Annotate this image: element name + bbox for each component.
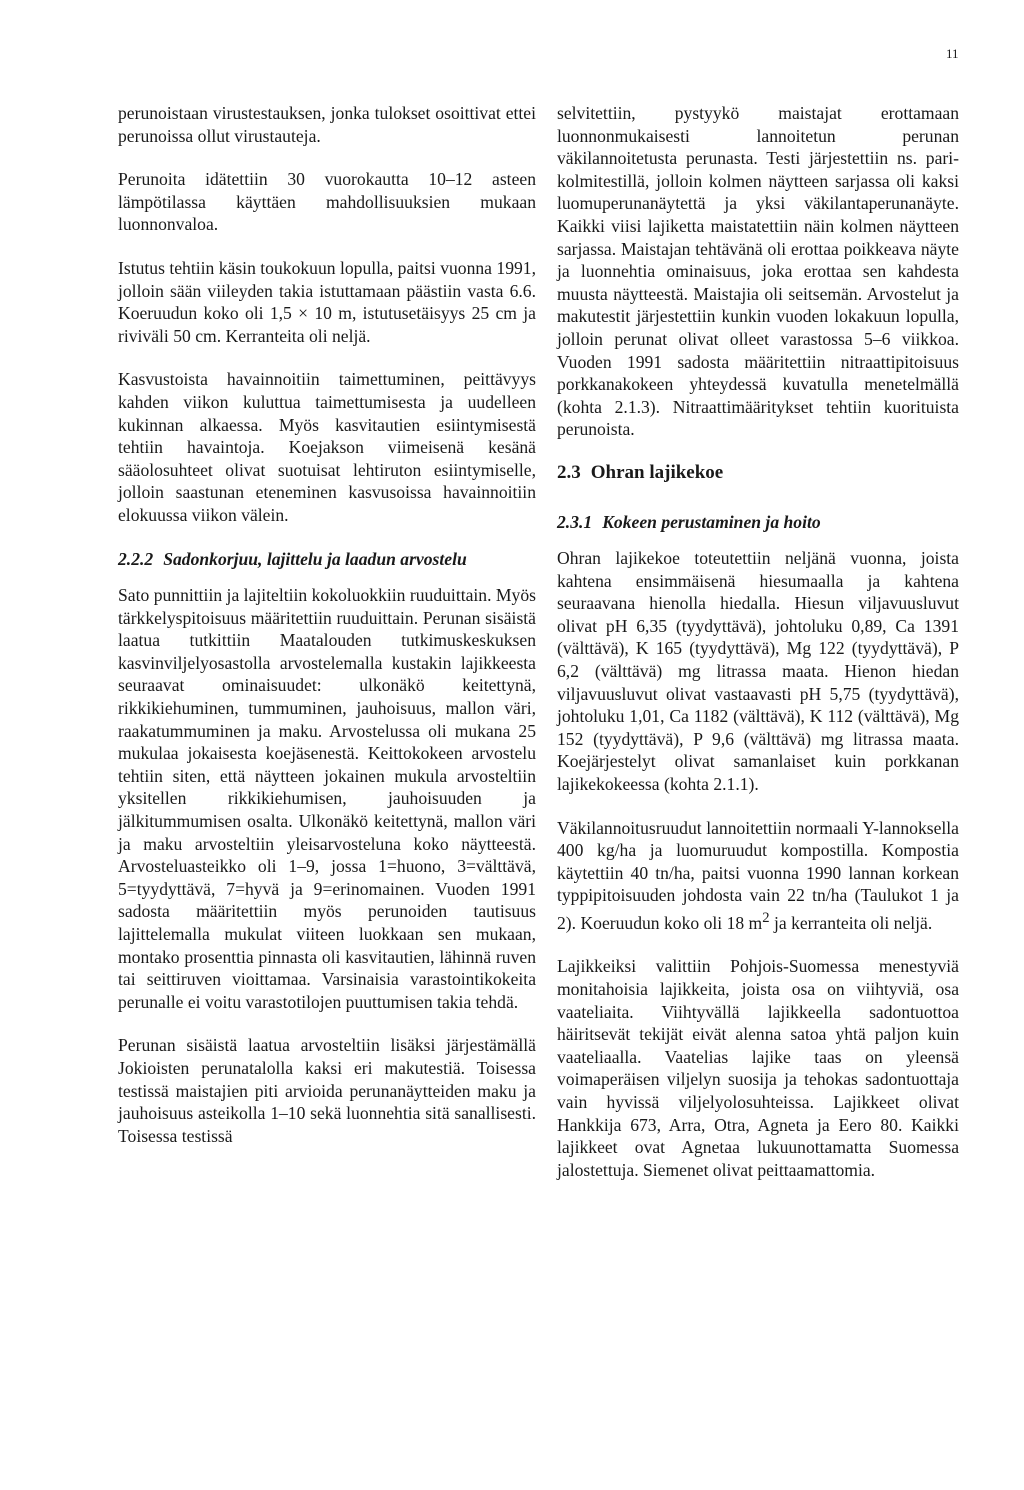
left-paragraph-6: Perunan sisäistä laatua arvosteltiin lisäksi järjestämällä Jokioisten perunatalolla kaksi eri makutestiä. Toisessa testissä maistajien piti arvioida perunanäytteiden maku ja jauhoisuus asteikolla 1–10 sekä luonnehtia sitä sanallisesti. Toisessa testissä [118,1035,536,1146]
section-heading-2-2-2 [118,548,536,571]
left-column [118,102,536,1147]
section-heading-2-3-1 [557,511,959,534]
right-column [557,102,959,1181]
left-paragraph-3: Istutus tehtiin käsin toukokuun lopulla, paitsi vuonna 1991, jolloin sään viileyden takia istuttamaan päästiin vasta 6.6. Koeruudun koko oli 1,5 × 10 m, istutusetäisyys 25 cm ja riviväli 50 cm. Kerranteita oli neljä. [118,257,536,346]
left-paragraph-5: Sato punnittiin ja lajiteltiin kokoluokkiin ruuduittain. Myös tärkkelyspitoisuus määritettiin ruuduittain. Perunan sisäistä laatua tutkittiin Maatalouden tutkimuskeskuksen kasvinviljelyosastolla arvostelemalla kustakin lajikkeesta seuraavat ominaisuudet: ulkonäkö keitettynä, rikkikiehuminen, tummuminen, jauhoisuus, mallon väri, raakatummuminen ja maku. Arvostelussa oli mukana 25 mukulaa jokaisesta koejäsenestä. Keittokokeen arvostelu tehtiin siten, että näytteen jokainen mukula arvosteltiin yksitellen rikkikiehumisen, jauhoisuuden ja jälkitummumisen osalta. Ulkonäkö keitettynä, mallon väri ja maku arvosteltiin yleisarvosteluna koko näytteestä. Arvosteluasteikko oli 1–9, jossa 1=huono, 3=välttävä, 5=tyydyttävä, 7=hyvä ja 9=erinomainen. Vuoden 1991 sadosta määritettiin myös perunoiden tautisuus lajittelemalla mukulat viiteen luokkaan sen mukaan, montako prosenttia pinnasta oli kasvitautien, lähinnä ruven tai seittiruven vioittamaa. Varsinaisia varastointikokeita perunalle ei voitu varastotilojen puuttumisen takia tehdä. [118,585,536,1012]
right-paragraph-3 [557,817,959,935]
section-title: Ohran lajikekoe [590,461,724,483]
section-number: 2.3.1 [557,511,593,532]
right-paragraph-1: selvitettiin, pystyykö maistajat erottamaan luonnonmukaisesti lannoitetun perunan väkilannoitetusta perunasta. Testi järjestettiin ns. pari-kolmitestillä, jolloin kolmen näytteen sarjassa oli kaksi luomuperunanäytettä ja yksi väkilantaperunanäyte. Kaikki viisi lajiketta maistatettiin näin kolmen näytteen sarjassa. Maistajan tehtävänä oli erottaa poikkeava näyte ja luonnehtia ominaisuus, joka erottaa sen kahdesta muusta näytteestä. Maistajia oli seitsemän. Arvostelut ja makutestit järjestettiin kunkin vuoden lokakuun lopulla, jolloin perunat olivat olleet varastossa 5–6 viikkoa. Vuoden 1991 sadosta määritettiin nitraattipitoisuus porkkanakokeen yhteydessä kuvatulla menetelmällä (kohta 2.1.3). Nitraattimääritykset tehtiin kuorituista perunoista. [557,103,959,440]
left-paragraph-2: Perunoita idätettiin 30 vuorokautta 10–12 asteen lämpötilassa käyttäen mahdollisuuksien mukaan luonnonvaloa. [118,169,536,235]
section-number: 2.3 [557,461,581,483]
section-number: 2.2.2 [118,548,154,569]
left-paragraph-1: perunoistaan virustestauksen, jonka tulokset osoittivat ettei perunoissa ollut virustauteja. [118,103,536,146]
superscript: 2 [762,910,770,926]
section-heading-2-3 [557,462,959,485]
paragraph-text: Väkilannoitusruudut lannoitettiin normaali Y-lannoksella 400 kg/ha ja luomuruudut kompostilla. Kompostia käytettiin 40 tn/ha, paitsi vuonna 1990 lannan korkean typpipitoisuuden johdosta vain 22 tn/ha (Taulukot 1 ja 2). Koeruudun koko oli 18 m [557,817,959,933]
page-number: 11 [946,46,959,61]
left-paragraph-4: Kasvustoista havainnoitiin taimettuminen, peittävyys kahden viikon kuluttua taimettumisesta ja uudelleen kukinnan alkaessa. Myös kasvitautien esiintymisestä tehtiin havaintoja. Koejakson viimeisenä kesänä sääolosuhteet olivat suotuisat lehtiruton esiintymiselle, jolloin saastunan eteneminen kasvusoissa havainnoitiin elokuussa viikon välein. [118,369,536,525]
right-paragraph-2: Ohran lajikekoe toteutettiin neljänä vuonna, joista kahtena ensimmäisenä hiesumaalla ja kahtena seuraavana hienolla hiedalla. Hiesun viljavuusluvut olivat pH 6,35 (tyydyttävä), johtoluku 0,89, Ca 1391 (välttävä), K 165 (tyydyttävä), Mg 122 (tyydyttävä), P 6,2 (välttävä) mg litrassa maata. Hienon hiedan viljavuusluvut olivat vastaavasti pH 5,75 (tyydyttävä), johtoluku 1,01, Ca 1182 (välttävä), K 112 (välttävä), Mg 152 (tyydyttävä), P 9,6 (välttävä) mg litrassa maata. Koejärjestelyt olivat samanlaiset kuin porkkanan lajikekokeessa (kohta 2.1.1). [557,548,959,795]
right-paragraph-4: Lajikkeiksi valittiin Pohjois-Suomessa menestyviä monitahoisia lajikkeita, joista osa on viihtyviä, osa vaateliaita. Viihtyvällä lajikkeella sadontuottoa häiritsevät tekijät eivät alenna satoa yhtä paljon kuin vaateliaalla. Vaatelias lajike taas on yleensä voimaperäisen viljelyn suosija ja tehokas sadontuottaja vain hyvissä viljelyolosuhteissa. Lajikkeet olivat Hankkija 673, Arra, Otra, Agneta ja Eero 80. Kaikki lajikkeet ovat Agnetaa lukuunottamatta Suomessa jalostettuja. Siemenet olivat peittaamattomia. [557,956,959,1180]
section-title: Kokeen perustaminen ja hoito [602,511,821,532]
section-title: Sadonkorjuu, lajittelu ja laadun arvostelu [163,548,467,569]
paragraph-text-end: ja kerranteita oli neljä. [769,912,933,933]
